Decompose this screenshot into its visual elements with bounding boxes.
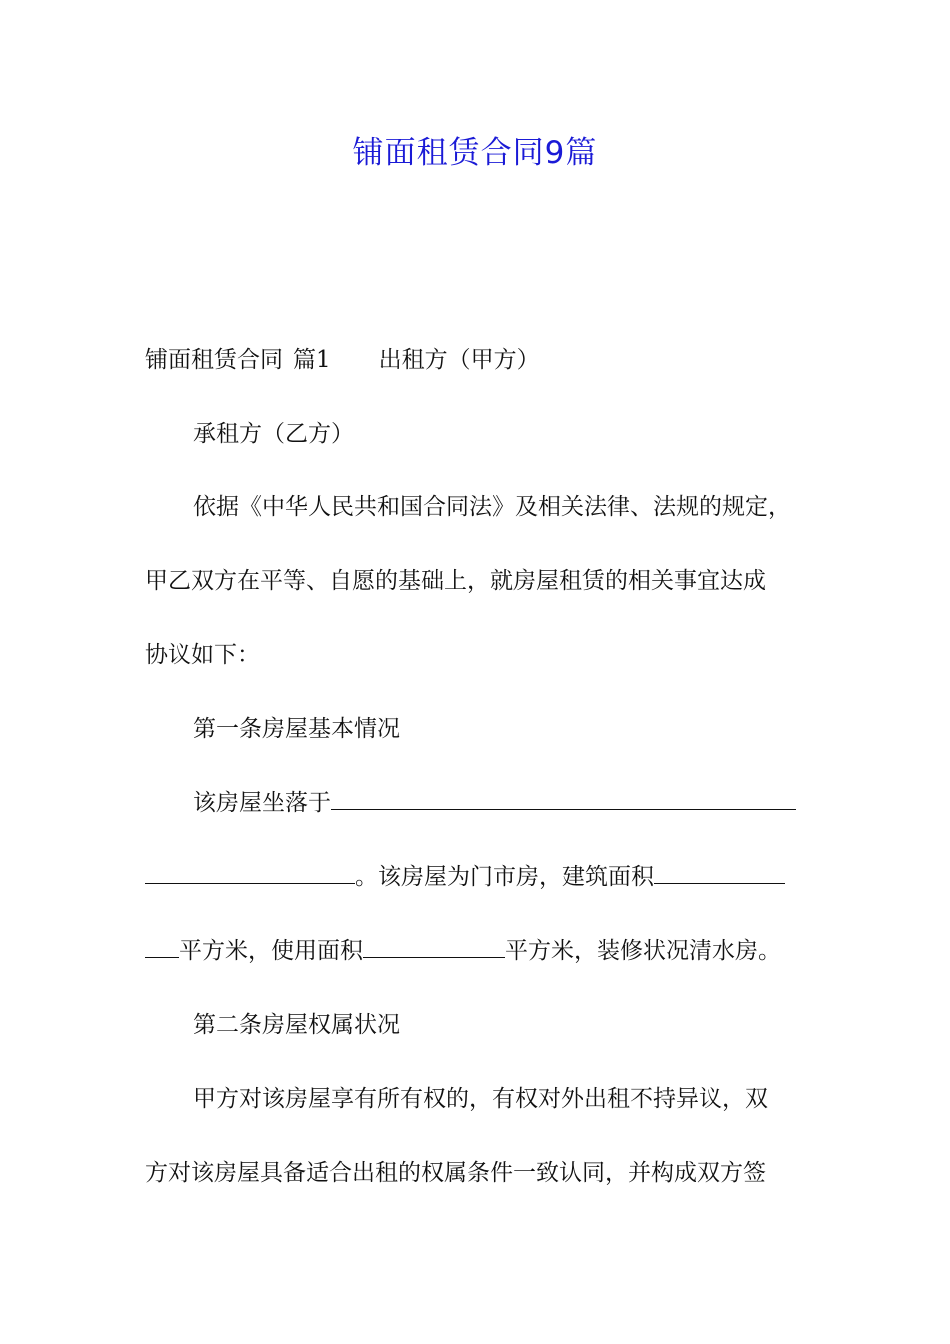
- intro-paragraph-line: 甲乙双方在平等、自愿的基础上，就房屋租赁的相关事宜达成: [145, 568, 766, 594]
- location-blank-continued: [145, 861, 355, 884]
- article-2-paragraph-line: 方对该房屋具备适合出租的权属条件一致认同，并构成双方签: [145, 1160, 766, 1186]
- document-title: 铺面租赁合同9篇: [352, 135, 598, 171]
- usable-area-blank: [363, 935, 505, 958]
- contract-part-number: 篇1: [293, 347, 331, 373]
- intro-paragraph-line: 协议如下：: [145, 642, 260, 668]
- article-2-title: 第二条房屋权属状况: [193, 1012, 400, 1038]
- decoration-status-text: 平方米，装修状况清水房。: [505, 938, 781, 964]
- usable-area-text: 平方米，使用面积: [179, 938, 363, 964]
- location-blank: [331, 787, 796, 810]
- intro-paragraph-line: 依据《中华人民共和国合同法》及相关法律、法规的规定，: [193, 494, 791, 520]
- location-label: 该房屋坐落于: [193, 790, 331, 816]
- building-area-blank: [654, 861, 785, 884]
- article-1-usage-line: [145, 933, 810, 969]
- building-area-blank-continued: [145, 935, 179, 958]
- lessor-label: 出租方（甲方）: [378, 347, 540, 373]
- article-1-title: 第一条房屋基本情况: [193, 716, 400, 742]
- contract-heading-line: [145, 342, 810, 378]
- article-1-area-line: [145, 859, 810, 895]
- contract-heading: 铺面租赁合同: [145, 347, 283, 373]
- article-1-location-line: [145, 785, 858, 821]
- lessee-label: 承租方（乙方）: [193, 421, 354, 447]
- building-area-text: 。该房屋为门市房，建筑面积: [355, 864, 654, 890]
- article-2-paragraph-line: 甲方对该房屋享有所有权的，有权对外出租不持异议，双: [193, 1086, 768, 1112]
